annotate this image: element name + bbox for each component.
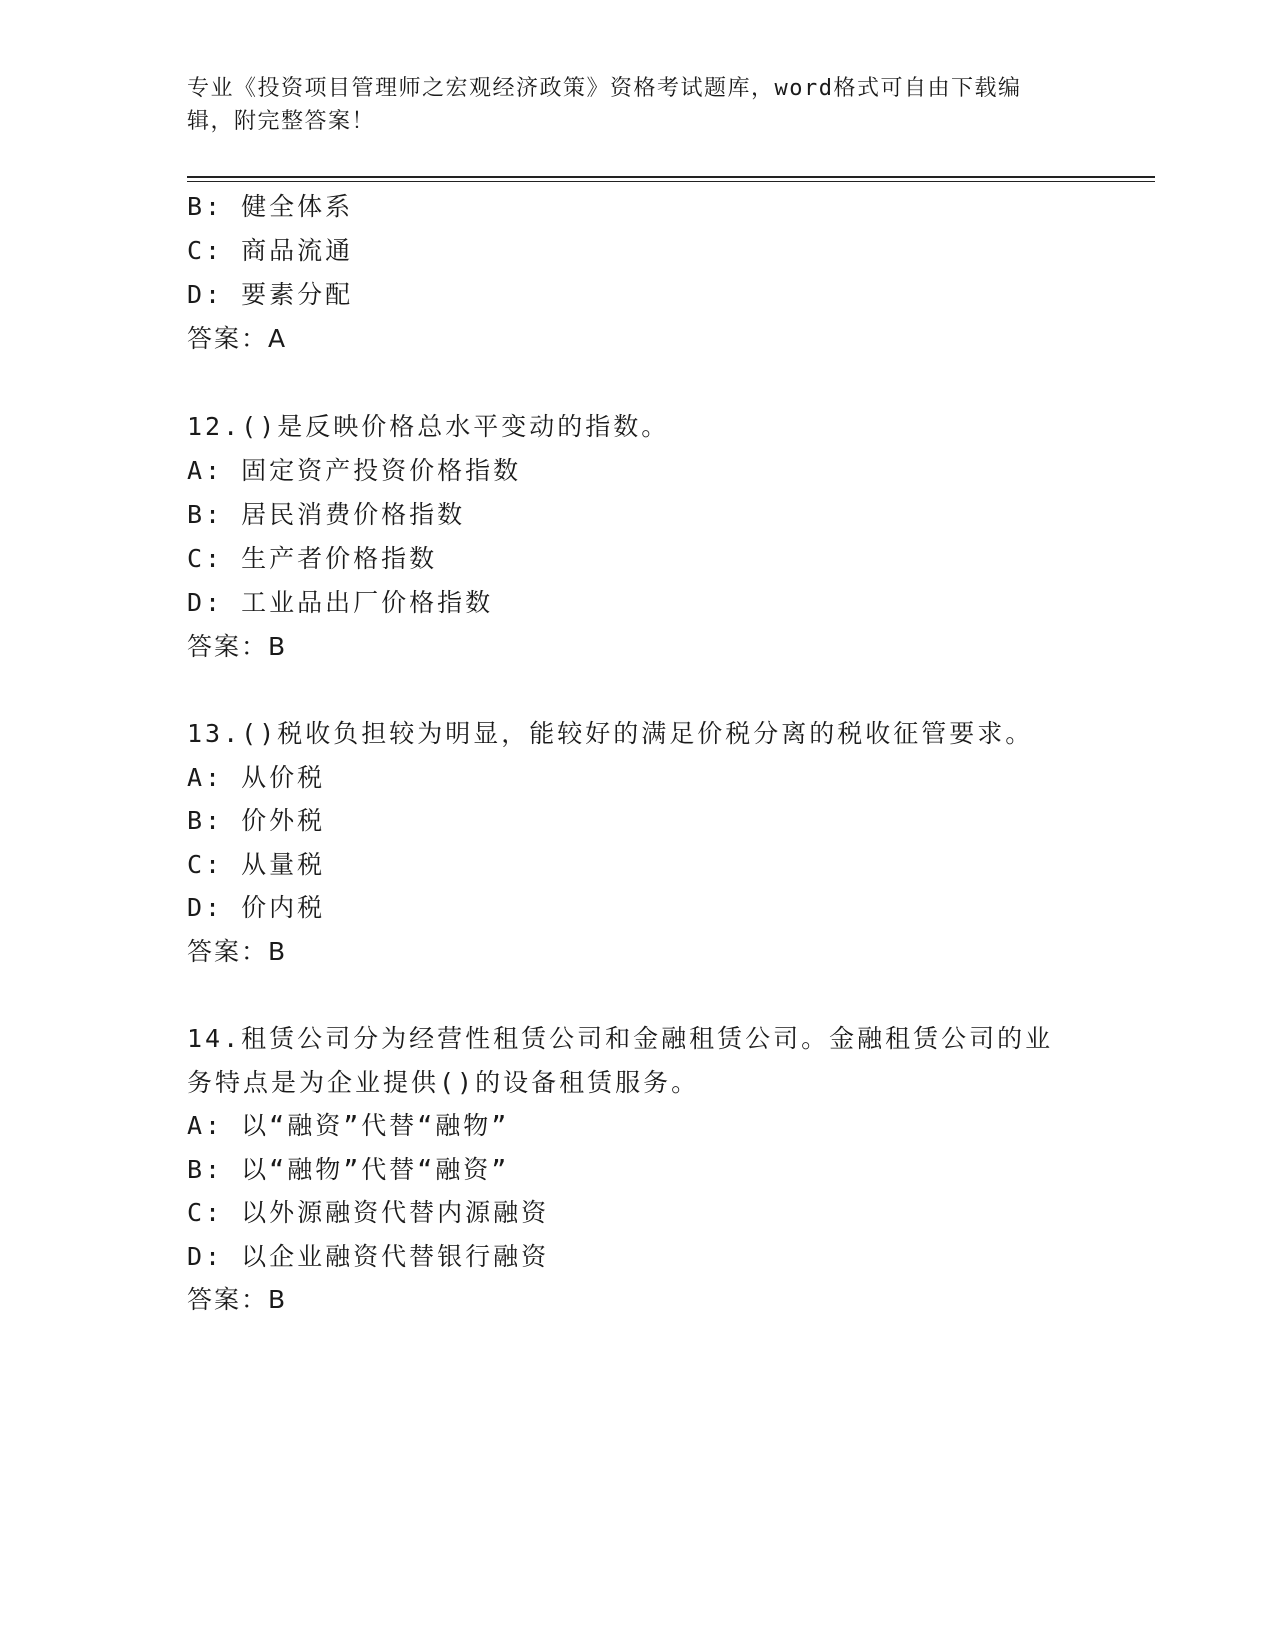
q14-answer: 答案：B	[187, 1285, 288, 1314]
q13-option-c: C: 从量税	[187, 850, 326, 879]
header-line-1: 专业《投资项目管理师之宏观经济政策》资格考试题库，word格式可自由下载编	[187, 76, 1022, 101]
q12-answer: 答案：B	[187, 632, 288, 661]
q13-option-a: A: 从价税	[187, 763, 326, 792]
q13-stem: 13.()税收负担较为明显，能较好的满足价税分离的税收征管要求。	[187, 719, 1034, 748]
q13-option-d: D: 价内税	[187, 893, 326, 922]
q14-option-a: A: 以“融资”代替“融物”	[187, 1111, 510, 1140]
q11-option-c: C: 商品流通	[187, 236, 354, 265]
q14-option-d: D: 以企业融资代替银行融资	[187, 1242, 550, 1271]
q12-option-c: C: 生产者价格指数	[187, 544, 438, 573]
q11-answer: 答案：A	[187, 324, 288, 353]
q12-option-a: A: 固定资产投资价格指数	[187, 456, 522, 485]
q14-stem-line-1: 14.租赁公司分为经营性租赁公司和金融租赁公司。金融租赁公司的业	[187, 1024, 1054, 1053]
page-header	[187, 72, 1087, 138]
q14-option-b: B: 以“融物”代替“融资”	[187, 1155, 510, 1184]
q11-option-d: D: 要素分配	[187, 280, 354, 309]
q12-stem: 12.()是反映价格总水平变动的指数。	[187, 412, 670, 441]
q12-option-b: B: 居民消费价格指数	[187, 500, 466, 529]
q11-option-b: B: 健全体系	[187, 192, 354, 221]
header-rule-thick	[187, 176, 1155, 178]
q13-answer: 答案：B	[187, 937, 288, 966]
q14-option-c: C: 以外源融资代替内源融资	[187, 1198, 550, 1227]
header-rule-thin	[187, 181, 1155, 182]
header-line-2: 辑，附完整答案！	[187, 109, 376, 134]
q13-option-b: B: 价外税	[187, 806, 326, 835]
q14-stem-line-2: 务特点是为企业提供()的设备租赁服务。	[187, 1068, 700, 1097]
q12-option-d: D: 工业品出厂价格指数	[187, 588, 494, 617]
